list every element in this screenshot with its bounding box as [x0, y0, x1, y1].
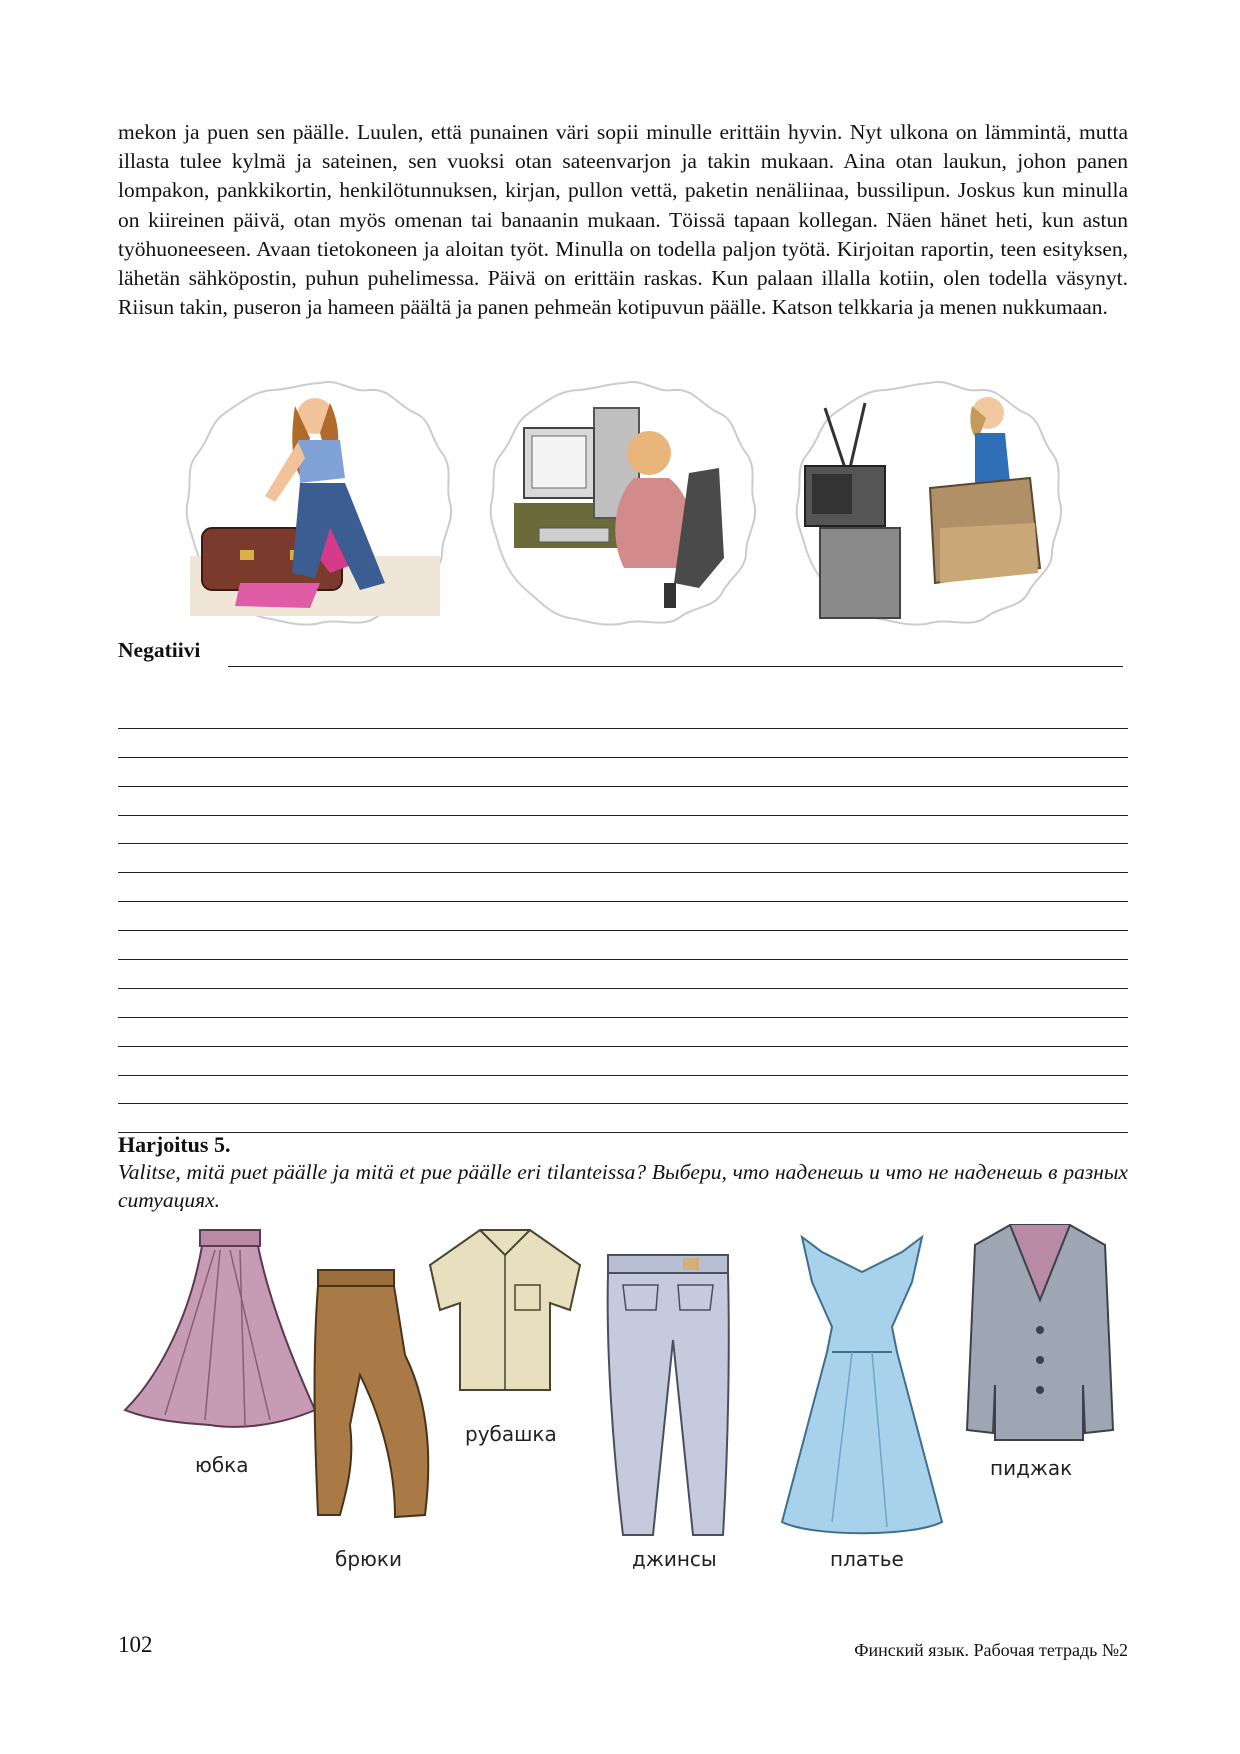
shirt-label: рубашка [465, 1422, 557, 1446]
tv-evening-illustration [790, 378, 1070, 628]
skirt-image [120, 1225, 320, 1435]
exercise-instruction: Valitse, mitä puet päälle ja mitä et pue päälle eri tilanteissa? Выбери, что наденешь и что не наденешь в разных ситуациях. [118, 1160, 1128, 1212]
shirt-image [420, 1225, 590, 1400]
skirt-label: юбка [195, 1453, 249, 1477]
jeans-image [598, 1250, 738, 1540]
computer-work-illustration [484, 378, 764, 628]
jacket-image [965, 1215, 1115, 1445]
exercise-title: Harjoitus 5. [118, 1132, 231, 1157]
answer-line[interactable] [118, 960, 1128, 989]
jeans-label: джинсы [632, 1547, 717, 1571]
dress-image [762, 1222, 962, 1542]
answer-line[interactable] [118, 816, 1128, 845]
answer-line[interactable] [118, 1047, 1128, 1076]
jacket-label: пиджак [990, 1456, 1073, 1480]
dress-label: платье [830, 1547, 904, 1571]
answer-line[interactable] [118, 700, 1128, 729]
negative-section [118, 638, 1128, 663]
answer-line[interactable] [118, 989, 1128, 1018]
negative-label: Negatiivi [118, 638, 201, 662]
negative-first-line[interactable] [228, 666, 1123, 667]
answer-line[interactable] [118, 1018, 1128, 1047]
answer-lines [118, 700, 1128, 1133]
answer-line[interactable] [118, 729, 1128, 758]
answer-line[interactable] [118, 1076, 1128, 1105]
answer-line[interactable] [118, 1104, 1128, 1133]
answer-line[interactable] [118, 844, 1128, 873]
answer-line[interactable] [118, 902, 1128, 931]
answer-line[interactable] [118, 787, 1128, 816]
answer-line[interactable] [118, 873, 1128, 902]
answer-line[interactable] [118, 931, 1128, 960]
page-number: 102 [118, 1632, 153, 1657]
packing-illustration [180, 378, 460, 628]
answer-line[interactable] [118, 758, 1128, 787]
reading-paragraph: mekon ja puen sen päälle. Luulen, että punainen väri sopii minulle erittäin hyvin. Nyt ulkona on lämmintä, mutta illasta tulee kylmä ja sateinen, sen vuoksi otan sateenvarjon ja takin mukaan. Aina otan laukun, johon panen lompakon, pankkikortin, henkilötunnuksen, kirjan, pullon vettä, paketin nenäliinaa, bussilipun. Joskus kun minulla on kiireinen päivä, otan myös omenan tai banaanin mukaan. Töissä tapaan kollegan. Näen hänet heti, kun astun työhuoneeseen. Avaan tietokoneen ja aloitan työt. Minulla on todella paljon työtä. Kirjoitan raportin, teen esityksen, lähetän sähköpostin, puhun puhelimessa. Päivä on erittäin raskas. Kun palaan illalla kotiin, olen todella väsynyt. Riisun takin, puseron ja hameen päältä ja panen pehmeän kotipuvun päälle. Katson telkkaria ja menen nukkumaan. [118, 120, 1128, 320]
book-title: Финский язык. Рабочая тетрадь №2 [854, 1640, 1128, 1660]
trousers-label: брюки [335, 1547, 402, 1571]
